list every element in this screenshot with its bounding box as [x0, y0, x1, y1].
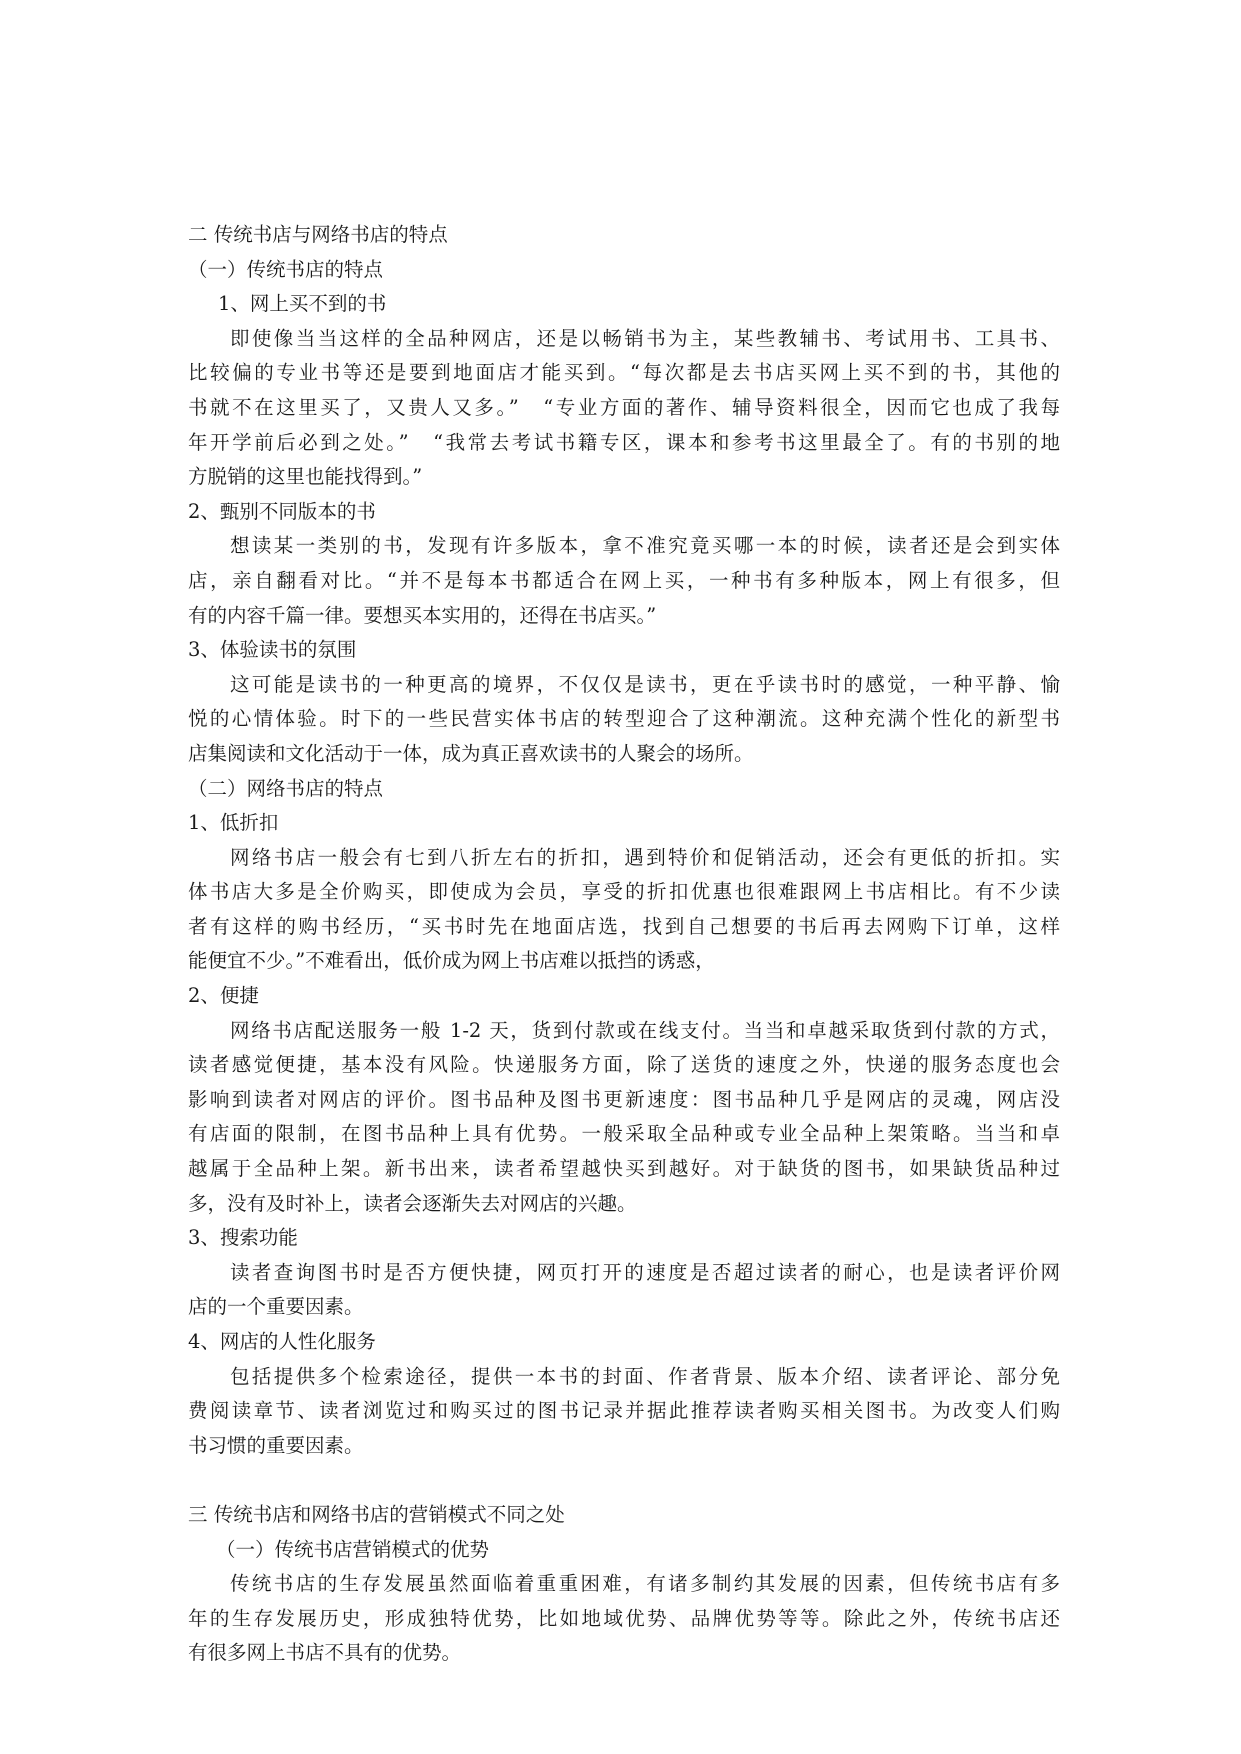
section-heading: 二 传统书店与网络书店的特点 [188, 223, 448, 246]
paragraph-line: 有店面的限制，在图书品种上具有优势。一般采取全品种或专业全品种上架策略。当当和卓 [188, 1122, 1060, 1146]
paragraph-line: 有的内容千篇一律。要想买本实用的，还得在书店买。” [188, 603, 657, 627]
paragraph-line: 想读某一类别的书，发现有许多版本，拿不准究竟买哪一本的时候，读者还是会到实体 [230, 534, 1060, 558]
paragraph-line: 年开学前后必到之处。” “我常去考试书籍专区，课本和参考书这里最全了。有的书别的地 [188, 430, 1060, 454]
paragraph-line: 店，亲自翻看对比。“并不是每本书都适合在网上买，一种书有多种版本，网上有很多，但 [188, 568, 1060, 592]
paragraph-line: 方脱销的这里也能找得到。” [188, 465, 423, 489]
subsection-heading: （一）传统书店营销模式的优势 [216, 1537, 490, 1561]
paragraph-line: 书就不在这里买了，又贵人又多。” “专业方面的著作、辅导资料很全，因而它也成了我每 [188, 395, 1060, 419]
paragraph-line: 越属于全品种上架。新书出来，读者希望越快买到越好。对于缺货的图书，如果缺货品种过 [188, 1157, 1060, 1181]
section-gap [188, 1463, 1060, 1498]
subsection-heading: （二）网络书店的特点 [188, 776, 384, 800]
paragraph-line: 体书店大多是全价购买，即使成为会员，享受的折扣优惠也很难跟网上书店相比。有不少读 [188, 880, 1060, 904]
paragraph-line: 书习惯的重要因素。 [188, 1433, 364, 1457]
paragraph-line: 比较偏的专业书等还是要到地面店才能买到。“每次都是去书店买网上买不到的书，其他的 [188, 361, 1060, 385]
paragraph-line: 多，没有及时补上，读者会逐渐失去对网店的兴趣。 [188, 1191, 637, 1215]
item-title: 3、搜索功能 [188, 1226, 298, 1250]
paragraph-line: 传统书店的生存发展虽然面临着重重困难，有诸多制约其发展的因素，但传统书店有多 [230, 1572, 1060, 1596]
paragraph-line: 网络书店配送服务一般 1-2 天，货到付款或在线支付。当当和卓越采取货到付款的方式， [230, 1018, 1060, 1042]
item-title: 2、便捷 [188, 984, 259, 1008]
paragraph-line: 读者查询图书时是否方便快捷，网页打开的速度是否超过读者的耐心，也是读者评价网 [230, 1260, 1060, 1284]
subsection-heading: （一）传统书店的特点 [188, 257, 384, 281]
item-title: 4、网店的人性化服务 [188, 1330, 376, 1353]
section-heading: 三 传统书店和网络书店的营销模式不同之处 [188, 1502, 565, 1526]
item-title: 3、体验读书的氛围 [188, 638, 357, 662]
paragraph-line: 影响到读者对网店的评价。图书品种及图书更新速度：图书品种几乎是网店的灵魂，网店没 [188, 1087, 1060, 1111]
item-title: 1、低折扣 [188, 811, 279, 835]
paragraph-line: 即使像当当这样的全品种网店，还是以畅销书为主，某些教辅书、考试用书、工具书、 [230, 326, 1060, 350]
paragraph-line: 这可能是读书的一种更高的境界，不仅仅是读书，更在乎读书时的感觉，一种平静、愉 [230, 672, 1060, 696]
document-page [188, 218, 1060, 1671]
item-title: 1、网上买不到的书 [218, 292, 387, 316]
paragraph-line: 悦的心情体验。时下的一些民营实体书店的转型迎合了这种潮流。这种充满个性化的新型书 [188, 707, 1060, 731]
paragraph-line: 有很多网上书店不具有的优势。 [188, 1641, 462, 1665]
paragraph-line: 包括提供多个检索途径，提供一本书的封面、作者背景、版本介绍、读者评论、部分免 [230, 1364, 1060, 1388]
paragraph-line: 店集阅读和文化活动于一体，成为真正喜欢读书的人聚会的场所。 [188, 741, 754, 765]
paragraph-line: 网络书店一般会有七到八折左右的折扣，遇到特价和促销活动，还会有更低的折扣。实 [230, 845, 1060, 869]
paragraph-line: 读者感觉便捷，基本没有风险。快递服务方面，除了送货的速度之外，快递的服务态度也会 [188, 1053, 1060, 1077]
paragraph-line: 能便宜不少。”不难看出，低价成为网上书店难以抵挡的诱惑， [188, 949, 715, 973]
paragraph-line: 店的一个重要因素。 [188, 1295, 364, 1319]
paragraph-line: 费阅读章节、读者浏览过和购买过的图书记录并据此推荐读者购买相关图书。为改变人们购 [188, 1399, 1060, 1423]
paragraph-line: 者有这样的购书经历，“买书时先在地面店选，找到自己想要的书后再去网购下订单，这样 [188, 914, 1060, 938]
item-title: 2、甄别不同版本的书 [188, 499, 376, 523]
paragraph-line: 年的生存发展历史，形成独特优势，比如地域优势、品牌优势等等。除此之外，传统书店还 [188, 1606, 1060, 1630]
